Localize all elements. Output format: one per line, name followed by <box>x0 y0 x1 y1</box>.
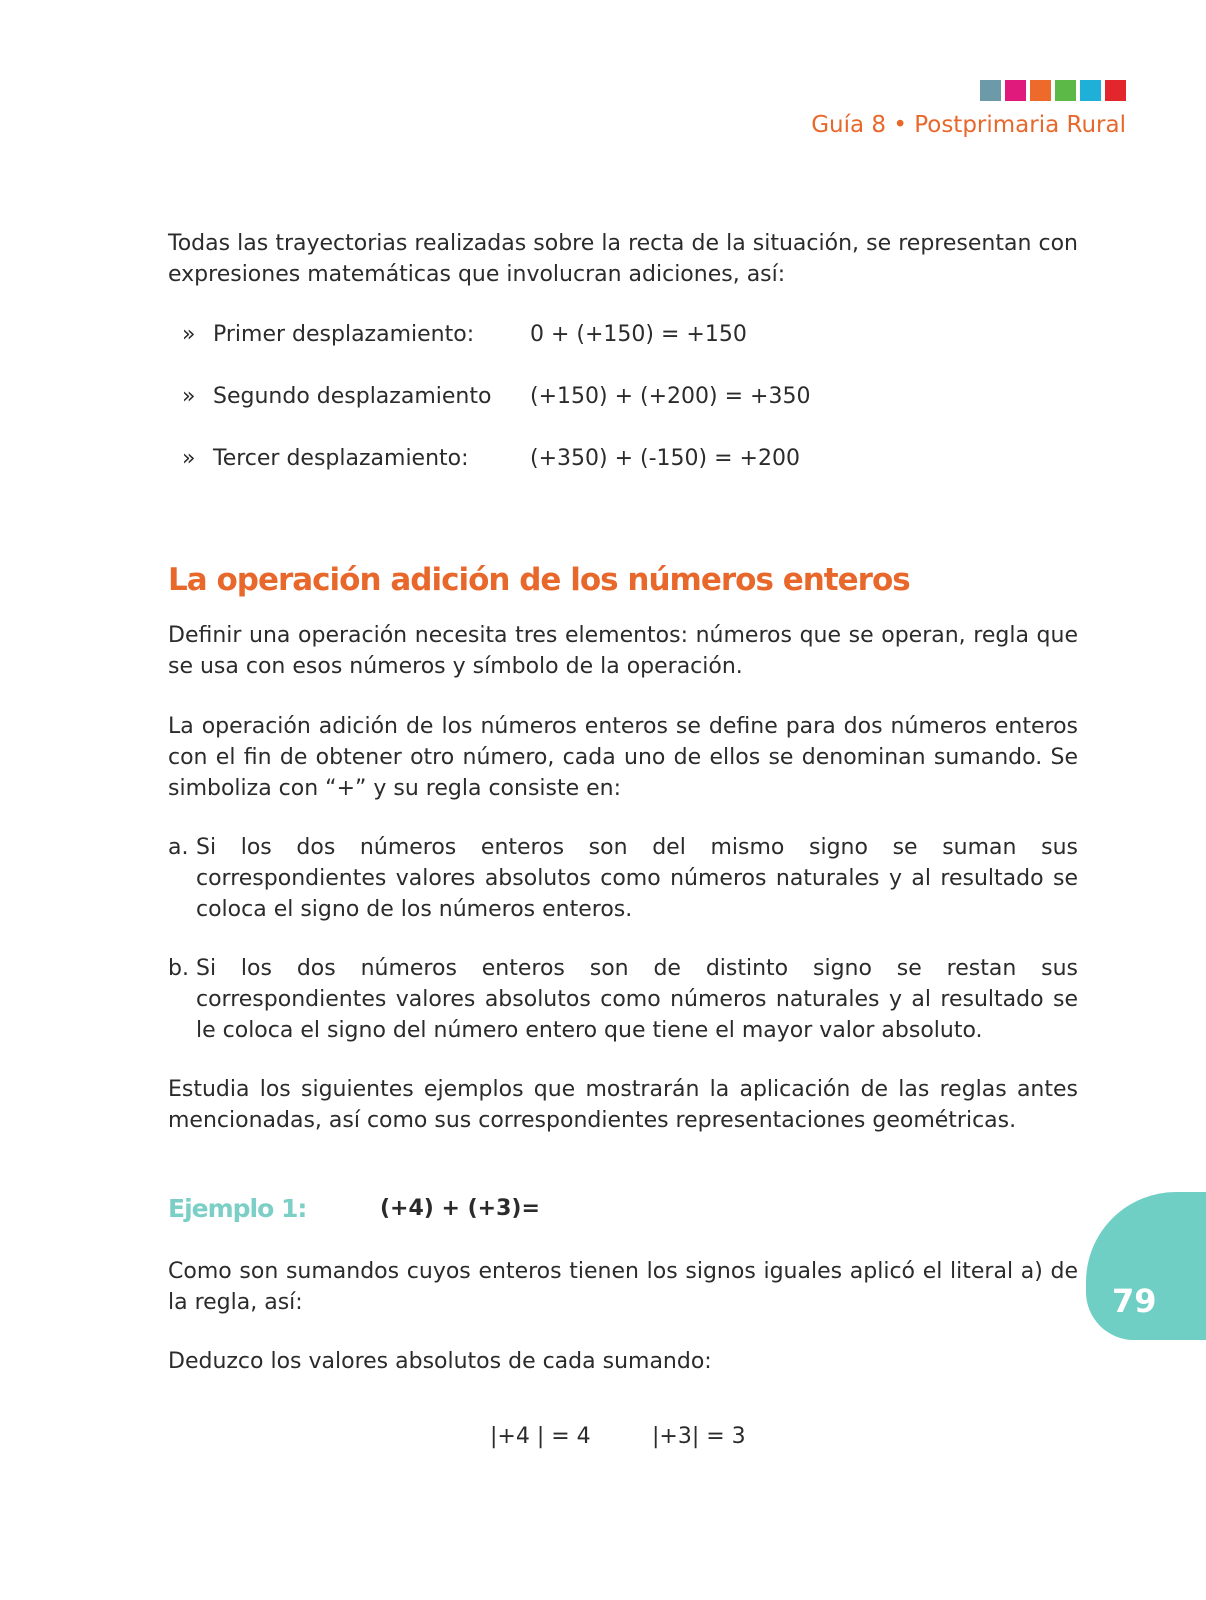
displacement-label: Tercer desplazamiento: <box>213 446 469 471</box>
header-color-squares <box>980 80 1126 101</box>
intro-block <box>168 228 1078 290</box>
displacement-label: Primer desplazamiento: <box>213 322 475 347</box>
study-paragraph: Estudia los siguientes ejemplos que mostrarán la aplicación de las reglas antes mencionadas, así como sus correspondientes representaciones geométricas. <box>168 1077 1078 1133</box>
definition-block <box>168 620 1078 682</box>
displacement-expression: (+150) + (+200) = +350 <box>530 384 811 409</box>
rule-letter: a. <box>168 835 189 860</box>
example-explanation-block <box>168 1256 1078 1318</box>
addition-block <box>168 711 1078 804</box>
bullet-marker: » <box>182 322 196 347</box>
definition-paragraph: Definir una operación necesita tres elementos: números que se operan, regla que se usa con esos números y símbolo de la operación. <box>168 623 1078 679</box>
rule-text: Si los dos números enteros son del mismo signo se suman sus correspondientes valores absolutos como números naturales y al resultado se coloca el signo de los números enteros. <box>196 835 1078 922</box>
square-green <box>1055 80 1076 101</box>
intro-paragraph: Todas las trayectorias realizadas sobre la recta de la situación, se representan con expresiones matemáticas que involucran adiciones, así: <box>168 231 1078 287</box>
addition-paragraph: La operación adición de los números enteros se define para dos números enteros con el fin de obtener otro número, cada uno de ellos se denominan sumando. Se simboliza con “+” y su regla consiste en: <box>168 714 1078 801</box>
absolute-value-2: |+3| = 3 <box>652 1424 746 1449</box>
bullet-marker: » <box>182 446 196 471</box>
list-item <box>168 384 868 446</box>
section-heading: La operación adición de los números enteros <box>168 562 910 598</box>
square-magenta <box>1005 80 1026 101</box>
header-title: Guía 8 • Postprimaria Rural <box>811 112 1126 138</box>
list-item <box>168 322 868 384</box>
example-explanation: Como son sumandos cuyos enteros tienen los signos iguales aplicó el literal a) de la regla, así: <box>168 1259 1078 1315</box>
rule-item-b <box>168 953 1078 1046</box>
square-orange <box>1030 80 1051 101</box>
square-slate <box>980 80 1001 101</box>
absolute-value-1: |+4 | = 4 <box>490 1424 591 1449</box>
rule-item-a <box>168 832 1078 925</box>
example-label: Ejemplo 1: <box>168 1194 307 1223</box>
rule-text: Si los dos números enteros son de distinto signo se restan sus correspondientes valores absolutos como números naturales y al resultado se le coloca el signo del número entero que tiene el mayor valor absoluto. <box>196 956 1078 1043</box>
square-cyan <box>1080 80 1101 101</box>
page-number: 79 <box>1112 1282 1157 1320</box>
displacement-expression: 0 + (+150) = +150 <box>530 322 747 347</box>
displacement-expression: (+350) + (-150) = +200 <box>530 446 800 471</box>
displacement-list <box>168 322 868 508</box>
list-item <box>168 446 868 508</box>
study-block <box>168 1074 1078 1136</box>
example-step-block <box>168 1346 1078 1377</box>
square-red <box>1105 80 1126 101</box>
rule-letter: b. <box>168 956 189 981</box>
example-expression: (+4) + (+3)= <box>380 1196 540 1221</box>
displacement-label: Segundo desplazamiento <box>213 384 492 409</box>
bullet-marker: » <box>182 384 196 409</box>
example-step: Deduzco los valores absolutos de cada sumando: <box>168 1349 712 1374</box>
